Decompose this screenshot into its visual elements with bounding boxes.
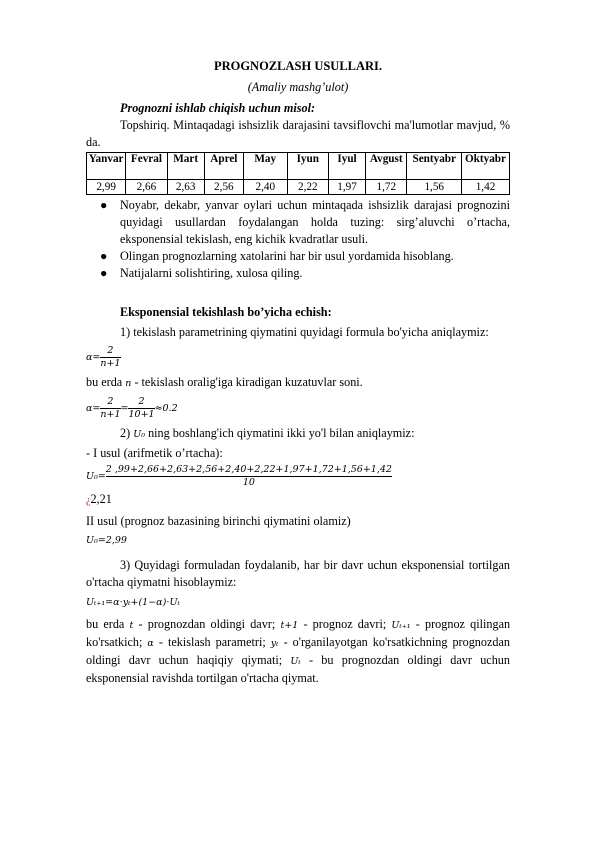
formula-numerator: 2 xyxy=(128,396,154,409)
table-header-cell: Iyul xyxy=(328,153,365,180)
list-item xyxy=(100,248,510,265)
formula-denominator: 10+1 xyxy=(128,409,155,420)
alpha-formula xyxy=(86,345,510,370)
table-cell: 1,42 xyxy=(461,180,509,195)
alpha-calc-formula xyxy=(86,396,510,421)
formula-lhs: α= xyxy=(86,403,101,414)
list-item xyxy=(100,197,510,248)
list-item-text: Natijalarni solishtiring, xulosa qiling. xyxy=(120,266,303,280)
table-cell: 2,99 xyxy=(87,180,126,195)
result-value: 2,21 xyxy=(90,492,112,506)
table-header-cell: Aprel xyxy=(204,153,243,180)
formula-lhs: U₀= xyxy=(86,471,106,482)
bullet-icon: ● xyxy=(100,266,108,280)
step-1-text: 1) tekislash parametrining qiymatini quyidagi formula bo'yicha aniqlaymiz: xyxy=(120,325,489,339)
formula-denominator: 10 xyxy=(242,477,255,488)
text-fragment: - prognozdan oldingi davr; xyxy=(138,617,276,631)
variable-t-plus-1: t+1 xyxy=(280,620,299,631)
variable-n: n xyxy=(125,378,132,389)
text-fragment: bu erda xyxy=(86,375,123,389)
variable-y-t: yₜ xyxy=(270,638,279,649)
formula-result: ≈0.2 xyxy=(154,403,178,414)
formula-numerator: 2 xyxy=(100,345,120,358)
table-cell: 1,72 xyxy=(366,180,407,195)
table-header-cell: Mart xyxy=(167,153,204,180)
text-fragment: - bu prognozdan oldingi davr uchun eksponensial ravishda tortilgan o'rtacha qiymat. xyxy=(86,653,510,685)
table-cell: 2,66 xyxy=(126,180,167,195)
table-header-cell: Fevral xyxy=(126,153,167,180)
text-fragment: - o'rganilayotgan ko'rsatkichning prognozdan oldingi davr uchun haqiqiy qiymati; xyxy=(86,635,510,667)
data-table xyxy=(86,152,510,195)
table-cell: 2,63 xyxy=(167,180,204,195)
table-header-cell: May xyxy=(243,153,287,180)
method-2-text: II usul (prognoz bazasining birinchi qiymatini olamiz) xyxy=(86,514,351,528)
formula-equals: = xyxy=(120,403,129,414)
table-cell: 1,56 xyxy=(407,180,462,195)
step-2-text xyxy=(86,425,510,443)
text-fragment: ning boshlang'ich qiymatini ikki yo'l bilan aniqlaymiz: xyxy=(148,426,415,440)
text-fragment: - prognoz qilingan ko'rsatkich; xyxy=(86,617,511,649)
table-header-cell: Oktyabr xyxy=(461,153,509,180)
variable-u-t: Uₜ xyxy=(290,656,301,667)
list-item-text: Noyabr, dekabr, yanvar oylari uchun mintaqada ishsizlik darajasi prognozini quyidagi usullardan foydalangan holda tuzing: sirg’aluvchi o’rtacha, eksponensial tekislash, eng kichik kvadratlar usuli. xyxy=(120,198,510,246)
variable-alpha: α xyxy=(147,638,154,649)
text-fragment: - prognoz davri; xyxy=(303,617,387,631)
text-fragment: - tekislash parametri; xyxy=(158,635,266,649)
where-n-text xyxy=(86,374,510,392)
table-cell: 2,22 xyxy=(287,180,328,195)
table-cell: 2,56 xyxy=(204,180,243,195)
task-list xyxy=(86,197,510,282)
variable-u0: U₀ xyxy=(133,429,146,440)
variable-t: t xyxy=(129,620,134,631)
text-fragment: bu erda xyxy=(86,617,125,631)
variable-u-t-plus-1: Uₜ₊₁ xyxy=(391,620,411,631)
page-title: PROGNOZLASH USULLARI. xyxy=(213,59,383,73)
u0-first-value-formula: U₀=2,99 xyxy=(86,535,127,546)
table-header-cell: Iyun xyxy=(287,153,328,180)
bullet-icon: ● xyxy=(100,249,108,263)
solution-heading: Eksponensial tekishlash bo’yicha echish: xyxy=(120,305,332,319)
table-row xyxy=(87,180,510,195)
list-item-text: Olingan prognozlarning xatolarini har bir usul yordamida hisoblang. xyxy=(120,249,454,263)
formula-numerator: 2 ,99+2,66+2,63+2,56+2,40+2,22+1,97+1,72+1,56+1,42 xyxy=(105,464,392,475)
task-text: Topshiriq. Mintaqadagi ishsizlik darajasini tavsiflovchi ma'lumotlar mavjud, % da. xyxy=(86,118,510,149)
exponential-smoothing-formula: Uₜ₊₁=α⋅yₜ+(1−α)⋅Uₜ xyxy=(86,597,180,608)
u0-average-result xyxy=(86,491,510,509)
page-subtitle: (Amaliy mashg’ulot) xyxy=(247,80,349,94)
table-header-cell: Sentyabr xyxy=(407,153,462,180)
result-mark: ¿ xyxy=(86,495,91,506)
step-3-text: 3) Quyidagi formuladan foydalanib, har bir davr uchun eksponensial tortilgan o'rtacha qiymatni hisoblaymiz: xyxy=(86,558,510,589)
method-1-text: - I usul (arifmetik o’rtacha): xyxy=(86,446,223,460)
text-fragment: - tekislash oralig'iga kiradigan kuzatuvlar soni. xyxy=(134,375,363,389)
bullet-icon: ● xyxy=(100,198,108,212)
table-cell: 2,40 xyxy=(243,180,287,195)
table-cell: 1,97 xyxy=(328,180,365,195)
text-fragment: 2) xyxy=(120,426,131,440)
u0-average-formula xyxy=(86,464,510,489)
formula-numerator: 2 xyxy=(100,396,120,409)
table-header-row xyxy=(87,153,510,180)
table-header-cell: Avgust xyxy=(366,153,407,180)
formula-denominator: n+1 xyxy=(100,358,121,369)
where-t-text xyxy=(86,616,510,687)
document-page xyxy=(86,58,510,687)
formula-lhs: α= xyxy=(86,352,101,363)
example-heading: Prognozni ishlab chiqish uchun misol: xyxy=(120,101,316,115)
list-item xyxy=(100,265,510,282)
table-header-cell: Yanvar xyxy=(87,153,126,180)
formula-denominator: n+1 xyxy=(100,409,121,420)
